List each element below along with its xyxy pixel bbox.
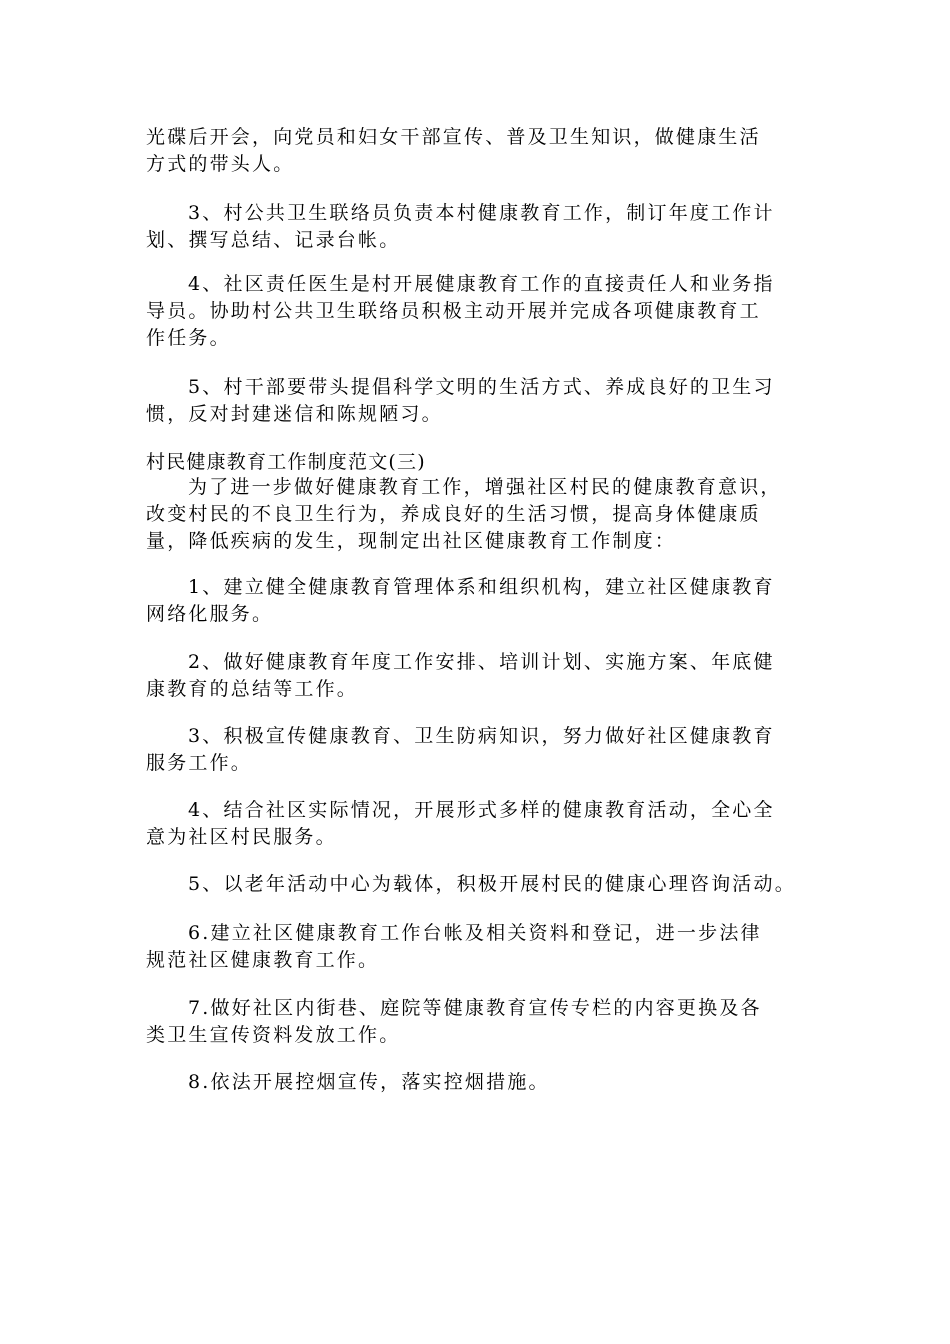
paragraph-item-3 xyxy=(146,200,814,254)
paragraph-preamble xyxy=(146,474,814,555)
paragraph-rule-8 xyxy=(146,1069,814,1096)
text-line: 5、村干部要带头提倡科学文明的生活方式、养成良好的卫生习 xyxy=(188,376,775,398)
text-line: 方式的带头人。 xyxy=(146,153,295,175)
paragraph-item-5 xyxy=(146,374,814,428)
text-line: 意为社区村民服务。 xyxy=(146,826,337,848)
text-line: 3、积极宣传健康教育、卫生防病知识，努力做好社区健康教育 xyxy=(188,725,775,747)
text-line: 类卫生宣传资料发放工作。 xyxy=(146,1024,401,1046)
text-line: 7.做好社区内街巷、庭院等健康教育宣传专栏的内容更换及各 xyxy=(188,997,762,1019)
text-line: 光碟后开会，向党员和妇女干部宣传、普及卫生知识，做健康生活 xyxy=(146,126,761,148)
text-line: 服务工作。 xyxy=(146,752,253,774)
paragraph-rule-7 xyxy=(146,995,814,1049)
text-line: 2、做好健康教育年度工作安排、培训计划、实施方案、年底健 xyxy=(188,651,775,673)
text-line: 划、撰写总结、记录台帐。 xyxy=(146,229,401,251)
text-line: 5、以老年活动中心为载体，积极开展村民的健康心理咨询活动。 xyxy=(188,873,796,895)
paragraph-item-4 xyxy=(146,271,814,352)
text-line: 3、村公共卫生联络员负责本村健康教育工作，制订年度工作计 xyxy=(188,202,775,224)
text-line: 惯，反对封建迷信和陈规陋习。 xyxy=(146,403,443,425)
text-line: 作任务。 xyxy=(146,327,231,349)
paragraph-rule-1 xyxy=(146,574,814,628)
text-line: 6.建立社区健康教育工作台帐及相关资料和登记，进一步法律 xyxy=(188,922,762,944)
text-line: 8.依法开展控烟宣传，落实控烟措施。 xyxy=(188,1071,550,1093)
text-line: 网络化服务。 xyxy=(146,603,274,625)
text-line: 4、社区责任医生是村开展健康教育工作的直接责任人和业务指 xyxy=(188,273,775,295)
text-line: 规范社区健康教育工作。 xyxy=(146,949,380,971)
paragraph-rule-5 xyxy=(146,871,814,898)
paragraph-rule-2 xyxy=(146,649,814,703)
paragraph-intro-continuation xyxy=(146,124,814,178)
text-line: 改变村民的不良卫生行为，养成良好的生活习惯，提高身体健康质 xyxy=(146,503,761,525)
paragraph-rule-4 xyxy=(146,797,814,851)
text-line: 4、结合社区实际情况，开展形式多样的健康教育活动，全心全 xyxy=(188,799,775,821)
text-line: 康教育的总结等工作。 xyxy=(146,678,359,700)
text-line: 为了进一步做好健康教育工作，增强社区村民的健康教育意识， xyxy=(188,476,782,498)
text-line: 量，降低疾病的发生，现制定出社区健康教育工作制度： xyxy=(146,530,677,552)
paragraph-rule-3 xyxy=(146,723,814,777)
paragraph-rule-6 xyxy=(146,920,814,974)
section-heading xyxy=(146,449,426,476)
text-line: 导员。协助村公共卫生联络员积极主动开展并完成各项健康教育工 xyxy=(146,300,761,322)
text-line: 1、建立健全健康教育管理体系和组织机构，建立社区健康教育 xyxy=(188,576,775,598)
section-heading-text: 村民健康教育工作制度范文(三) xyxy=(146,451,426,473)
